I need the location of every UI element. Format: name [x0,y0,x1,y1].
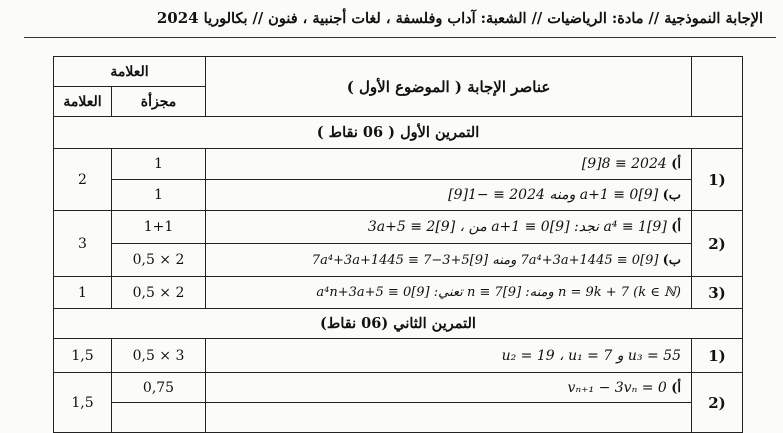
answer-cell [206,277,692,309]
table-row [54,339,743,373]
partial-grade: 1 [112,149,206,180]
answer-cell [206,403,692,433]
answer-math: vₙ₊₁ − 3vₙ = 0 [567,379,667,396]
exercise2-title: التمرين الثاني (06 نقاط) [54,309,743,339]
answer-math: 7a⁴+3a+1445 ≡ 0[9] ومنه 7a⁴+3a+1445 ≡ 7−3+5[9] [311,252,659,268]
table-row [54,373,743,403]
answer-math: a⁴ ≡ 1[9] نجد: a+1 ≡ 0[9] من ، 3a+5 ≡ 2[9] [367,219,667,235]
exercise-number: 1) [692,149,743,211]
table-header-row [54,57,743,87]
partial-grade: 0,5 × 2 [112,244,206,277]
exercise-number: 2) [692,373,743,433]
answer-cell [206,211,692,244]
part-label: أ) [671,220,681,235]
header-divider [24,37,776,38]
partial-grade: 0,5 × 3 [112,339,206,373]
answer-cell [206,180,692,211]
table-row [54,211,743,244]
total-grade-header: العلامة [54,87,112,117]
answer-cell [206,149,692,180]
partial-grade: 1+1 [112,211,206,244]
grade-group-header: العلامة [54,57,206,87]
exercise-number: 2) [692,211,743,277]
part-label: ب) [662,252,681,268]
total-grade: 2 [54,149,112,211]
table-row [54,277,743,309]
answer-math: a+1 ≡ 0[9] ومنه 2024 ≡ −1[9] [448,187,659,203]
answer-cell [206,373,692,403]
answer-math: (k ∈ ℕ) n = 9k + 7 ومنه: n ≡ 7[9] تعني: a⁴n+3a+5 ≡ 0[9] [316,285,681,300]
partial-grade: 1 [112,180,206,211]
page-header [0,6,783,30]
exercise-number: 1) [692,339,743,373]
section-row [54,117,743,149]
part-label: أ) [671,380,681,396]
section-row [54,309,743,339]
header-title: الإجابة النموذجية // مادة: الرياضيات // الشعبة: آداب وفلسفة ، لغات أجنبية ، فنون // بكالوريا [203,10,763,27]
part-label: أ) [671,157,681,172]
answer-cell [206,244,692,277]
header-year: 2024 [156,9,199,27]
partial-grade-header: مجزأة [112,87,206,117]
total-grade: 1 [54,277,112,309]
exercise1-title: التمرين الأول ( 06 نقاط ) [54,117,743,149]
partial-grade: 0,75 [112,373,206,403]
answer-math: 2024 ≡ 8[9] [581,156,667,172]
partial-grade [112,403,206,433]
table-row [54,149,743,180]
part-label: ب) [662,188,681,203]
partial-grade: 0,5 × 2 [112,277,206,309]
exercise-number-header [692,57,743,117]
answer-math: u₃ = 55 و u₂ = 19 ، u₁ = 7 [501,347,681,364]
total-grade: 3 [54,211,112,277]
table-row [54,244,743,277]
total-grade: 1,5 [54,373,112,433]
answer-cell [206,339,692,373]
total-grade: 1,5 [54,339,112,373]
answer-elements-header: عناصر الإجابة ( الموضوع الأول ) [206,57,692,117]
table-row [54,180,743,211]
answer-table [53,56,743,433]
table-row [54,403,743,433]
exercise-number: 3) [692,277,743,309]
